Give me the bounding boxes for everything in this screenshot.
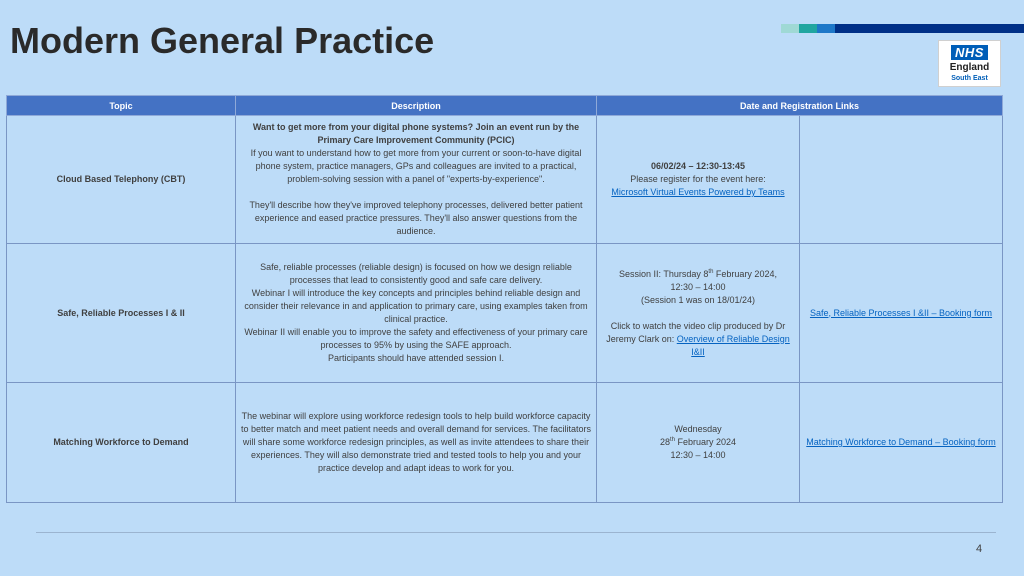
- events-table: [6, 95, 1003, 503]
- video-text: [599, 320, 797, 359]
- nhs-logo-line1: England: [949, 61, 990, 73]
- footer-divider: [36, 532, 996, 533]
- accent-bar: [781, 24, 1024, 33]
- session-date-text: February 2024: [674, 437, 737, 447]
- session-time: 12:30 – 14:00: [670, 281, 726, 292]
- link-cell: [800, 116, 1003, 244]
- video-link[interactable]: Overview of Reliable Design I&II: [676, 333, 790, 357]
- description-cell: [236, 244, 597, 383]
- accent-segment: [799, 24, 817, 33]
- booking-link[interactable]: Safe, Reliable Processes I &II – Booking form: [809, 307, 993, 318]
- link-cell: [800, 244, 1003, 383]
- description-cell: [236, 383, 597, 503]
- table-row: [7, 116, 1003, 244]
- register-text: Please register for the event here:: [630, 174, 766, 184]
- accent-segment: [835, 24, 1024, 33]
- date-cell: [597, 116, 800, 244]
- nhs-logo-line2: South East: [951, 74, 988, 82]
- session-day: Wednesday: [674, 424, 722, 434]
- description-paragraph: Webinar I will introduce the key concepts and principles behind reliable design and consider their relevance in and application to primary care, using examples taken from clinical practice.: [244, 288, 588, 324]
- topic-cell: Matching Workforce to Demand: [7, 383, 236, 503]
- description-paragraph: They'll describe how they've improved telephony processes, delivered better patient experience and eased practice pressures. They'll also answer questions from the audience.: [249, 200, 583, 236]
- event-date: 06/02/24 – 12:30-13:45: [650, 161, 746, 171]
- description-paragraph: If you want to understand how to get more from your current or soon-to-have digital phone system, practice managers, GPs and colleagues are invited to a practical, problem-solving session with a panel of "experts-by-experience".: [250, 148, 582, 184]
- description-paragraph: The webinar will explore using workforce redesign tools to help build workforce capacity to better match and meet patient needs and overall demand for services. The facilitators will share some workforce redesign principles, as well as invite attendees to share their experiences. They will also demonstrate tried and tested tools to help you and your practice develop and adapt ideas to work for you.: [240, 411, 592, 473]
- session-date: [599, 436, 797, 449]
- page-title: Modern General Practice: [10, 20, 435, 61]
- accent-segment: [817, 24, 835, 33]
- description-heading: Want to get more from your digital phone systems? Join an event run by the Primary Care Improvement Community (PCIC): [252, 122, 580, 145]
- date-cell: [597, 383, 800, 503]
- nhs-mark: NHS: [951, 45, 988, 60]
- nhs-logo: [938, 40, 1001, 87]
- header-description: Description: [236, 96, 597, 116]
- table-row: [7, 244, 1003, 383]
- topic-cell: Cloud Based Telephony (CBT): [7, 116, 236, 244]
- table-header-row: [7, 96, 1003, 116]
- description-paragraph: Participants should have attended session I.: [327, 353, 505, 363]
- ordinal-suffix: th: [669, 437, 675, 443]
- topic-cell: Safe, Reliable Processes I & II: [7, 244, 236, 383]
- table-row: [7, 383, 1003, 503]
- link-cell: [800, 383, 1003, 503]
- video-intro: Click to watch the video clip produced by Dr Jeremy Clark on:: [606, 320, 786, 344]
- teams-event-link[interactable]: Microsoft Virtual Events Powered by Teams: [611, 187, 785, 197]
- ordinal-suffix: th: [708, 268, 714, 275]
- description-cell: [236, 116, 597, 244]
- session-date-text: 28: [659, 437, 670, 447]
- header-date: Date and Registration Links: [597, 96, 1003, 116]
- session-date-text: February 2024,: [713, 268, 777, 279]
- header-topic: Topic: [7, 96, 236, 116]
- session-time: 12:30 – 14:00: [670, 450, 726, 460]
- booking-link[interactable]: Matching Workforce to Demand – Booking form: [806, 437, 996, 447]
- accent-segment: [781, 24, 799, 33]
- description-paragraph: Safe, reliable processes (reliable design) is focused on how we design reliable processes that lead to consistently good and safe care delivery.: [260, 262, 572, 285]
- session-date: [599, 268, 797, 281]
- session-note: (Session 1 was on 18/01/24): [640, 294, 756, 305]
- description-paragraph: Webinar II will enable you to improve the safety and effectiveness of your primary care processes to 95% by using the SAFE approach.: [244, 327, 588, 350]
- session-date-text: Session II: Thursday 8: [619, 268, 709, 279]
- date-cell: [597, 244, 800, 383]
- page-number: 4: [976, 543, 983, 555]
